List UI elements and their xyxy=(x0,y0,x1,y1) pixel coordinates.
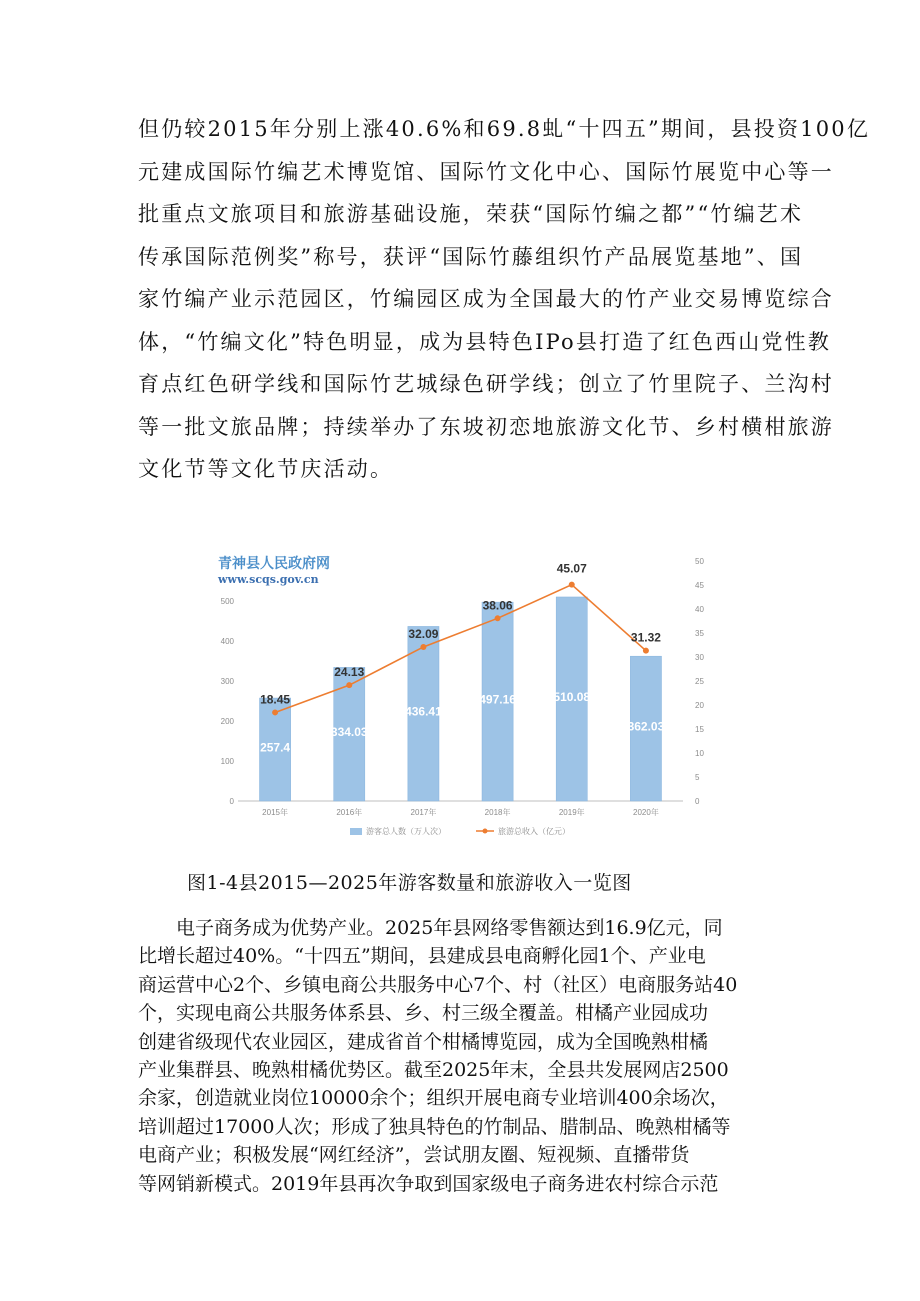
paragraph-2-line: 产业集群县、晚熟柑橘优势区。截至2025年末，全县共发展网店2500 xyxy=(138,1059,729,1082)
paragraph-2-line: 等网销新模式。2019年县再次争取到国家级电子商务进农村综合示范 xyxy=(138,1172,719,1195)
y-right-tick-label: 25 xyxy=(695,677,704,686)
chart-watermark xyxy=(217,555,330,586)
legend-bar-label: 游客总人数（万人次） xyxy=(366,827,446,836)
paragraph-2-line: 余家，创造就业岗位10000余个；组织开展电商专业培训400余场次， xyxy=(138,1087,729,1110)
line-data-label: 32.09 xyxy=(408,626,439,641)
paragraph-1 xyxy=(138,108,871,491)
y-right-tick-label: 30 xyxy=(695,653,704,662)
income-line xyxy=(275,585,646,713)
y-right-tick-label: 45 xyxy=(695,581,704,590)
y-left-tick-label: 400 xyxy=(220,637,234,646)
x-tick-label: 2017年 xyxy=(410,808,437,817)
paragraph-1-line: 育点红色研学线和国际竹艺城绿色研学线；创立了竹里院子、兰沟村 xyxy=(138,372,834,396)
income-point xyxy=(569,582,575,588)
income-point xyxy=(346,682,352,688)
paragraph-2 xyxy=(138,914,788,1198)
paragraph-1-line: 文化节等文化节庆活动。 xyxy=(138,457,394,481)
bar-data-label: 362.03 xyxy=(627,719,665,734)
paragraph-1-line: 传承国际范例奖”称号，获评“国际竹藤组织竹产品展览基地”、国 xyxy=(138,244,804,269)
line-data-label: 31.32 xyxy=(630,630,661,645)
y-right-tick-label: 50 xyxy=(695,557,704,566)
paragraph-2-line: 创建省级现代农业园区，建成省首个柑橘博览园，成为全国晚熟柑橘 xyxy=(138,1030,709,1053)
y-left-tick-label: 500 xyxy=(220,597,234,606)
income-point xyxy=(272,709,278,715)
paragraph-2-line: 商运营中心2个、乡镇电商公共服务中心7个、村（社区）电商服务站40 xyxy=(138,973,738,996)
line-data-label: 38.06 xyxy=(482,598,513,613)
x-tick-label: 2015年 xyxy=(262,808,288,817)
x-tick-label: 2016年 xyxy=(336,808,363,817)
y-left-tick-label: 100 xyxy=(220,757,234,766)
y-right-tick-label: 20 xyxy=(695,701,704,710)
watermark-title: 青神县人民政府网 xyxy=(218,556,330,572)
y-right-tick-label: 40 xyxy=(695,605,704,614)
figure-caption: 图1-4县2015—2025年游客数量和旅游收入一览图 xyxy=(187,872,632,894)
paragraph-1-line: 批重点文旅项目和旅游基础设施，荣获“国际竹编之都”“竹编艺术 xyxy=(138,202,804,226)
bar-data-label: 257.4 xyxy=(260,740,291,755)
bar-data-label: 497.16 xyxy=(479,692,516,707)
paragraph-1-line: 家竹编产业示范园区，竹编园区成为全国最大的竹产业交易博览综合 xyxy=(138,287,834,311)
y-left-tick-label: 300 xyxy=(220,677,234,686)
income-point xyxy=(495,615,501,621)
y-right-tick-label: 35 xyxy=(695,629,704,638)
paragraph-2-line: 电商产业；积极发展“网红经济”，尝试朋友圈、短视频、直播带货 xyxy=(138,1144,690,1167)
legend-line-label: 旅游总收入（亿元） xyxy=(498,827,570,836)
paragraph-2-line: 电子商务成为优势产业。2025年县网络零售额达到16.9亿元，同 xyxy=(138,917,723,939)
y-right-tick-label: 10 xyxy=(695,749,704,758)
y-left-tick-label: 0 xyxy=(229,797,234,806)
y-left-tick-label: 200 xyxy=(220,717,234,726)
plot-area xyxy=(221,557,705,836)
bar-data-label: 510.08 xyxy=(553,689,591,704)
paragraph-1-line: 体，“竹编文化”特色明显，成为县特色IPo县打造了红色西山党性教 xyxy=(138,329,832,354)
income-point xyxy=(643,648,649,654)
paragraph-2-line: 比增长超过40%。“十四五”期间，县建成县电商孵化园1个、产业电 xyxy=(138,945,706,968)
line-data-label: 45.07 xyxy=(556,561,587,576)
x-tick-label: 2018年 xyxy=(484,808,511,817)
bar-data-label: 436.41 xyxy=(405,704,442,719)
bar-data-label: 334.03 xyxy=(330,725,368,740)
tourism-chart xyxy=(208,548,728,848)
watermark-url: www.scqs.gov.cn xyxy=(218,573,319,586)
legend-bar-swatch xyxy=(350,828,362,835)
line-data-label: 24.13 xyxy=(334,665,365,680)
paragraph-2-line: 培训超过17000人次；形成了独具特色的竹制品、腊制品、晚熟柑橘等 xyxy=(138,1115,731,1138)
x-tick-label: 2020年 xyxy=(633,808,659,817)
paragraph-1-line: 等一批文旅品牌；持续举办了东坡初恋地旅游文化节、乡村横柑旅游 xyxy=(138,414,834,439)
x-tick-label: 2019年 xyxy=(558,808,585,817)
y-right-tick-label: 0 xyxy=(695,797,700,806)
y-right-tick-label: 5 xyxy=(695,773,700,782)
y-right-tick-label: 15 xyxy=(695,725,704,734)
paragraph-1-line: 元建成国际竹编艺术博览馆、国际竹文化中心、国际竹展览中心等一 xyxy=(138,159,834,184)
line-data-label: 18.45 xyxy=(260,692,291,707)
paragraph-1-line: 但仍较2015年分别上涨40.6%和69.8虬“十四五”期间，县投资100亿 xyxy=(138,117,871,141)
income-point xyxy=(420,644,426,650)
legend-line-marker xyxy=(483,829,488,834)
paragraph-2-line: 个，实现电商公共服务体系县、乡、村三级全覆盖。柑橘产业园成功 xyxy=(138,1002,709,1025)
